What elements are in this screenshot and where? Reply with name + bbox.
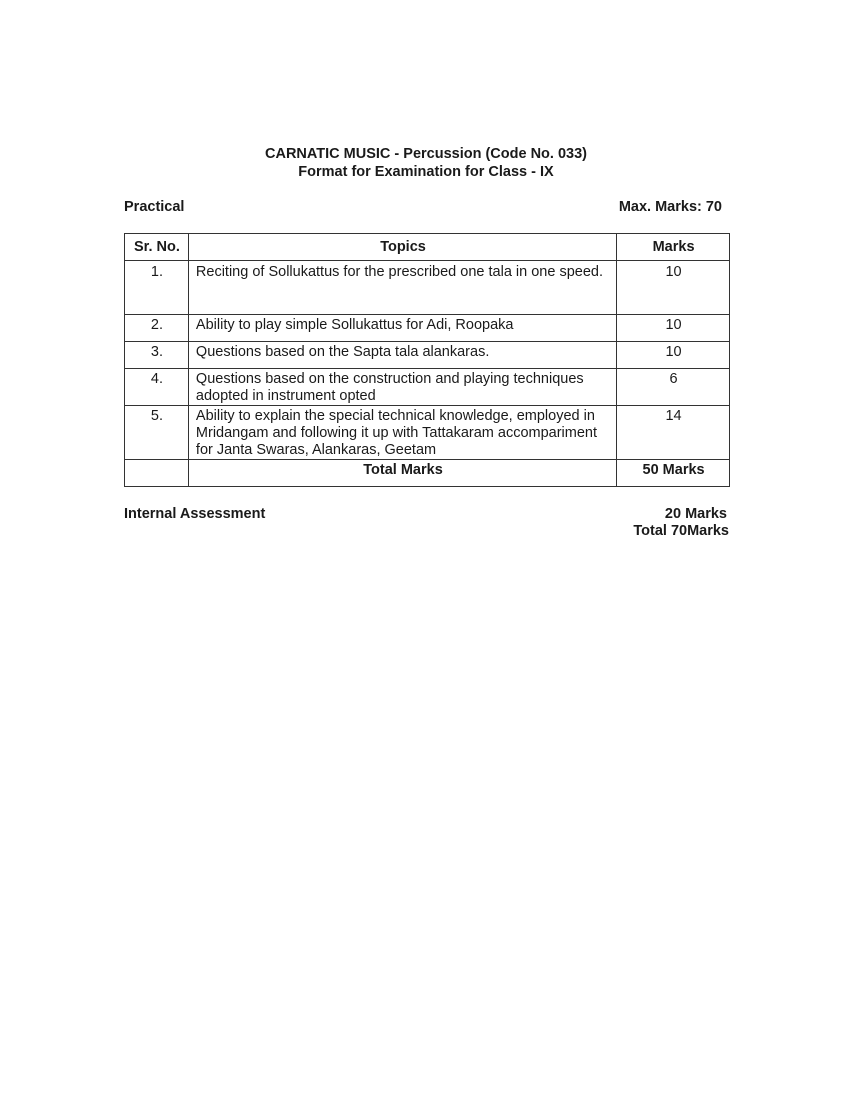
row-topic: Reciting of Sollukattus for the prescribed one tala in one speed. — [188, 261, 616, 315]
table-row — [125, 369, 730, 406]
row-marks: 10 — [617, 261, 730, 315]
title-line-1: CARNATIC MUSIC - Percussion (Code No. 033) — [265, 146, 587, 162]
row-sr-no: 5. — [125, 406, 189, 460]
row-sr-no: 2. — [125, 315, 189, 342]
header-topics: Topics — [188, 234, 616, 261]
table-total-row — [125, 460, 730, 487]
internal-assessment-marks: 20 Marks — [664, 506, 727, 522]
title-line-2: Format for Examination for Class - IX — [298, 164, 554, 180]
row-topic: Ability to play simple Sollukattus for Adi, Roopaka — [188, 315, 616, 342]
row-sr-no: 1. — [125, 261, 189, 315]
table-row — [125, 261, 730, 315]
row-marks: 6 — [617, 369, 730, 406]
row-sr-no: 4. — [125, 369, 189, 406]
header-sr-no: Sr. No. — [125, 234, 189, 261]
row-sr-no: 3. — [125, 342, 189, 369]
total-marks-label: Total Marks — [188, 460, 616, 487]
table-header-row — [125, 234, 730, 261]
row-topic: Questions based on the Sapta tala alankaras. — [188, 342, 616, 369]
internal-assessment-label: Internal Assessment — [124, 506, 266, 522]
row-marks: 10 — [617, 342, 730, 369]
table-row — [125, 315, 730, 342]
header-marks: Marks — [617, 234, 730, 261]
row-topic: Ability to explain the special technical knowledge, employed in Mridangam and following it up with Tattakaram accompariment for Janta Swaras, Alankaras, Geetam — [188, 406, 616, 460]
grand-total-marks: Total 70Marks — [633, 523, 729, 539]
total-empty-cell — [125, 460, 189, 487]
row-marks: 14 — [617, 406, 730, 460]
table-row — [125, 406, 730, 460]
practical-label: Practical — [124, 199, 185, 215]
row-topic: Questions based on the construction and playing techniques adopted in instrument opted — [188, 369, 616, 406]
max-marks-label: Max. Marks: 70 — [618, 199, 722, 215]
marks-table — [124, 233, 730, 487]
table-row — [125, 342, 730, 369]
row-marks: 10 — [617, 315, 730, 342]
document-title — [0, 145, 850, 181]
total-marks-value: 50 Marks — [617, 460, 730, 487]
